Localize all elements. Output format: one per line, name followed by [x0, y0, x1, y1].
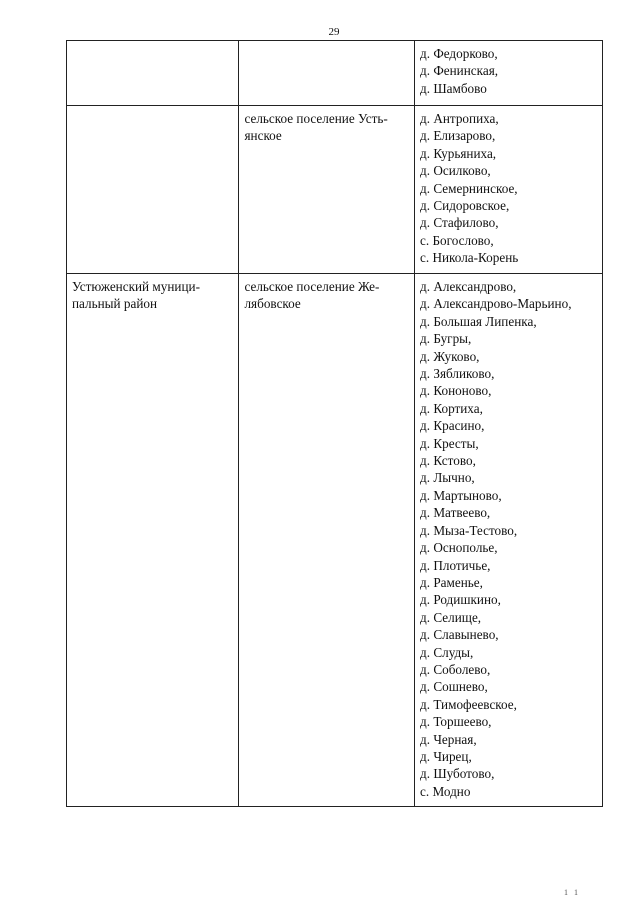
locality-item: д. Соболево,	[420, 661, 491, 677]
table-row	[67, 41, 603, 106]
locality-item: д. Семернинское,	[420, 180, 518, 196]
locality-item: д. Шамбово	[420, 80, 487, 96]
locality-item: д. Лычно,	[420, 470, 475, 486]
locality-item: д. Сидоровское,	[420, 198, 510, 214]
locality-item: д. Селище,	[420, 609, 482, 625]
district-cell	[67, 41, 239, 106]
locality-item: д. Сошнево,	[420, 679, 488, 695]
locality-item: д. Фенинская,	[420, 63, 499, 79]
settlement-cell	[239, 41, 415, 106]
locality-item: д. Стафилово,	[420, 215, 499, 231]
locality-item: д. Чирец,	[420, 748, 472, 764]
locality-item: с. Богослово,	[420, 232, 494, 248]
locality-item: д. Большая Липенка,	[420, 313, 537, 329]
locality-item: д. Тимофеевское,	[420, 696, 517, 712]
locality-item: д. Зябликово,	[420, 366, 495, 382]
localities-cell	[415, 274, 603, 807]
locality-item: д. Оснополье,	[420, 540, 498, 556]
locality-item: д. Кресты,	[420, 435, 479, 451]
district-cell	[67, 106, 239, 274]
table-row	[67, 274, 603, 807]
settlement-cell: сельское поселение Усть-янское	[239, 106, 415, 274]
locality-item: д. Шуботово,	[420, 766, 495, 782]
locality-item: д. Красино,	[420, 418, 485, 434]
locality-item: с. Никола-Корень	[420, 250, 519, 266]
localities-cell	[415, 106, 603, 274]
locality-item: д. Жуково,	[420, 348, 480, 364]
locality-item: д. Торшеево,	[420, 714, 492, 730]
locality-item: д. Славынево,	[420, 627, 499, 643]
locality-item: д. Матвеево,	[420, 505, 491, 521]
locality-item: д. Плотичье,	[420, 557, 491, 573]
locality-item: д. Кортиха,	[420, 400, 483, 416]
locality-item: д. Федорково,	[420, 46, 498, 61]
locality-item: д. Слуды,	[420, 644, 474, 660]
locality-item: д. Антропиха,	[420, 111, 499, 126]
page-number: 29	[328, 26, 340, 38]
locality-item: д. Бугры,	[420, 331, 472, 347]
settlement-cell: сельское поселение Же-лябовское	[239, 274, 415, 807]
locality-item: д. Осилково,	[420, 163, 491, 179]
locality-item: д. Мартыново,	[420, 487, 502, 503]
footer-mark: 1 1	[564, 888, 580, 897]
locality-item: д. Елизарово,	[420, 128, 496, 144]
table-row	[67, 106, 603, 274]
locality-item: д. Курьяниха,	[420, 145, 497, 161]
district-cell: Устюженский муници-пальный район	[67, 274, 239, 807]
locality-item: с. Модно	[420, 783, 471, 799]
locality-item: д. Кстово,	[420, 453, 476, 469]
locality-item: д. Кононово,	[420, 383, 492, 399]
locality-item: д. Мыза-Тестово,	[420, 522, 518, 538]
settlements-table	[66, 40, 603, 807]
locality-item: д. Раменье,	[420, 574, 483, 590]
localities-cell	[415, 41, 603, 106]
locality-item: д. Родишкино,	[420, 592, 501, 608]
locality-item: д. Александрово-Марьино,	[420, 296, 572, 312]
locality-item: д. Александрово,	[420, 279, 517, 294]
locality-item: д. Черная,	[420, 731, 477, 747]
